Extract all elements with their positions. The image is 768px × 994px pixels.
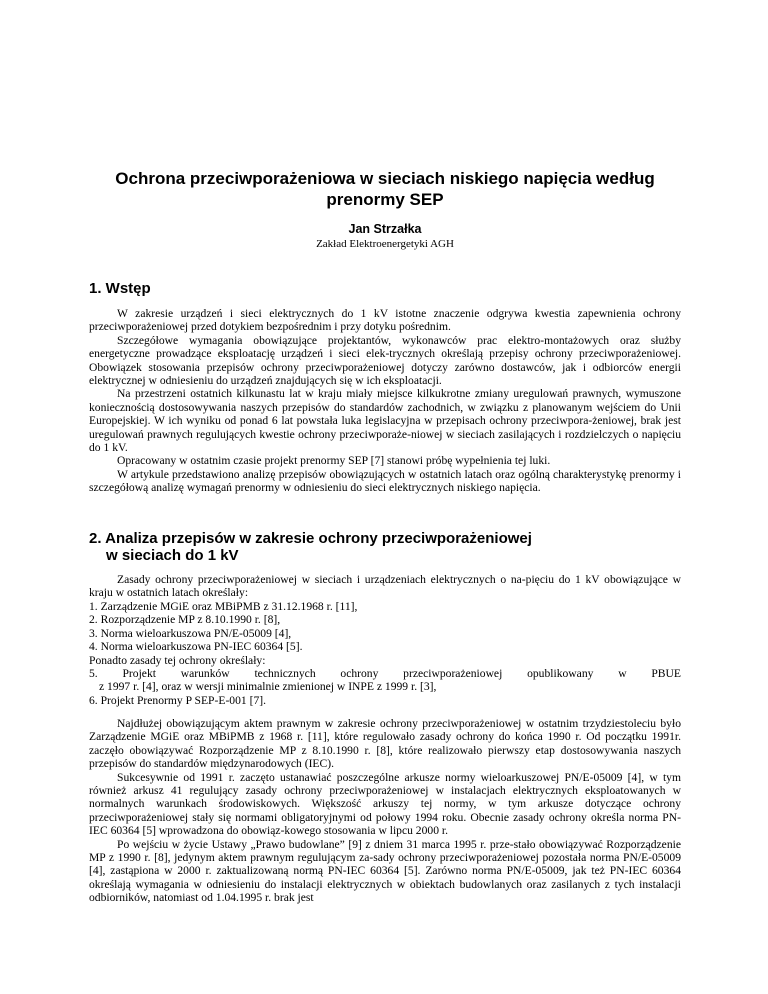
section-1-paragraph: Na przestrzeni ostatnich kilkunastu lat w kraju miały miejsce kilkukrotne zmiany uregulowań prawnych, wymuszone koniecznością dostosowywania naszych przepisów do standardów zachodnich, w związku z planowanym wejściem do Unii Europejskiej. W ich wyniku od ponad 6 lat powstała luka legislacyjna w przepisach ochrony przeciwpora-żeniowej, brak jest uregulowań prawnych regulujących kwestie ochrony przeciwporaże-niowej w sieciach zasilających i rozdzielczych o napięciu do 1 kV. xyxy=(89,387,681,455)
list-item: 4. Norma wieloarkuszowa PN-IEC 60364 [5]. xyxy=(89,640,303,654)
section-1-body xyxy=(89,307,681,495)
section-2-paragraph: Sukcesywnie od 1991 r. zaczęto ustanawiać poszczególne arkusze normy wieloarkuszowej PN/E-05009 [4], w tym również arkusz 41 regulujący zasady ochrony przeciwporażeniowej w instalacjach elektrycznych eksploatowanych w normalnych warunkach środowiskowych. Większość arkuszy tej normy, w tym arkusze dotyczące ochrony przeciwporażeniowej stały się normami obligatoryjnymi od połowy 1994 roku. Obecnie zasady ochrony określa norma PN-IEC 60364 [5] wprowadzona do obowiąz-kowego stosowania w lipcu 2000 r. xyxy=(89,770,681,838)
section-2-intro xyxy=(89,573,681,600)
list-item-continuation: z 1997 r. [4], oraz w wersji minimalnie zmienionej w INPE z 1999 r. [3], xyxy=(99,680,437,694)
list-item: 1. Zarządzenie MGiE oraz MBiPMB z 31.12.1968 r. [11], xyxy=(89,600,358,613)
section-2-body xyxy=(89,717,681,905)
section-1-paragraph: W zakresie urządzeń i sieci elektrycznych do 1 kV istotne znaczenie odgrywa kwestia zapewnienia ochrony przeciwporażeniowej przed dotykiem bezpośrednim i przy dotyku pośrednim. xyxy=(89,307,681,334)
section-2-paragraph: Po wejściu w życie Ustawy „Prawo budowlane” [9] z dniem 31 marca 1995 r. prze-stało obowiązywać Rozporządzenie MP z 1990 r. [8], jedynym aktem prawnym regulującym za-sady ochrony przeciwporażeniowej pozostała norma PN/E-05009 [4], zastąpiona w 2000 r. zaktualizowaną normą PN-IEC 60364 [5]. Zarówno norma PN/E-05009, jak też PN-IEC 60364 określają wymagania w odniesieniu do instalacji elektrycznych w obiektach budowlanych oraz zasilanych z tych instalacji odbiorników, natomiast od 1.04.1995 r. brak jest xyxy=(89,837,681,905)
author-name: Jan Strzałka xyxy=(348,222,422,236)
list-item: 3. Norma wieloarkuszowa PN/E-05009 [4], xyxy=(89,626,292,640)
section-2-intro-text: Zasady ochrony przeciwporażeniowej w sieciach i urządzeniach elektrycznych o na-pięciu do 1 kV obowiązujące w kraju w ostatnich latach określały: xyxy=(89,573,681,600)
section-1-heading: 1. Wstęp xyxy=(89,280,151,297)
section-2-paragraph: Najdłużej obowiązującym aktem prawnym w zakresie ochrony przeciwporażeniowej w ostatnim trzydziestoleciu było Zarządzenie MGiE oraz MBiPMB z 1968 r. [11], które regulowało zasady ochrony do końca 1990 r. Od początku 1991r. zaczęło obowiązywać Rozporządzenie MP z 8.10.1990 r. [8], które realizowało pierwszy etap dostosowywania naszych przepisów do standardów międzynarodowych (IEC). xyxy=(89,717,681,771)
author-affiliation: Zakład Elektroenergetyki AGH xyxy=(316,238,454,250)
list-item: 2. Rozporządzenie MP z 8.10.1990 r. [8], xyxy=(89,613,281,627)
list-bridge-text: Ponadto zasady tej ochrony określały: xyxy=(89,653,266,667)
section-1-paragraph: Opracowany w ostatnim czasie projekt prenormy SEP [7] stanowi próbę wypełnienia tej luki. xyxy=(117,454,551,468)
regulations-list xyxy=(89,600,681,707)
list-item: 6. Projekt Prenormy P SEP-E-001 [7]. xyxy=(89,693,267,707)
section-2-heading xyxy=(89,530,681,564)
section-1-paragraph: W artykule przedstawiono analizę przepisów obowiązujących w ostatnich latach oraz ogólną charakterystykę prenormy i szczegółową analizę wymagań prenormy w odniesieniu do sieci elektrycznych niskiego napięcia. xyxy=(89,467,681,495)
list-item: 5. Projekt warunków technicznych ochrony przeciwporażeniowej opublikowany w PBUE xyxy=(89,667,681,681)
section-2-heading-line1: 2. Analiza przepisów w zakresie ochrony przeciwporażeniowej xyxy=(89,530,532,547)
section-1-paragraph: Szczegółowe wymagania obowiązujące projektantów, wykonawców prac elektro-montażowych oraz służby energetyczne prowadzące eksploatację urządzeń i sieci elek-trycznych określają przepisy ochrony przeciwporażeniowej. Obowiązek stosowania przepisów ochrony przeciwporażeniowej dotyczy zarówno dostawców, jak i odbiorców energii elektrycznej w odniesieniu do urządzeń znajdujących się w ich eksploatacji. xyxy=(89,333,681,388)
document-title: Ochrona przeciwporażeniowa w sieciach niskiego napięcia według prenormy SEP xyxy=(115,169,655,209)
section-2-heading-line2: w sieciach do 1 kV xyxy=(106,547,239,564)
